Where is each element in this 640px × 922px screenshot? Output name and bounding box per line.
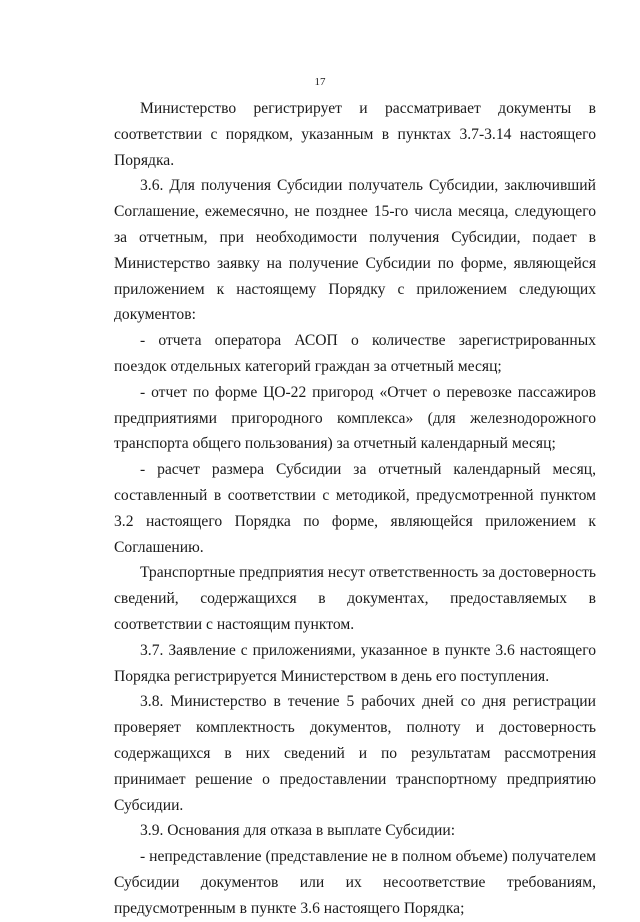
list-item-subsidy-calculation: - расчет размера Субсидии за отчетный календарный месяц, составленный в соответствии с методикой, предусмотренной пунктом 3.2 настоящего Порядка по форме, являющейся приложением к Соглашению.: [114, 461, 596, 556]
list-item-co22-report: - отчет по форме ЦО-22 пригород «Отчет о перевозке пассажиров предприятиями пригородного комплекса» (для железнодорожного транспорта общего пользования) за отчетный календарный месяц;: [114, 383, 596, 453]
paragraph-registration: Министерство регистрирует и рассматривает документы в соответствии с порядком, указанным в пунктах 3.7-3.14 настоящего Порядка.: [114, 100, 596, 169]
list-item-asop-report: - отчета оператора АСОП о количестве зарегистрированных поездок отдельных категорий граждан за отчетный месяц;: [114, 332, 596, 375]
paragraph-3-8: 3.8. Министерство в течение 5 рабочих дней со дня регистрации проверяет комплектность документов, полноту и достоверность содержащихся в них сведений и по результатам рассмотрения принимает решение о предоставлении транспортному предприятию Субсидии.: [114, 693, 596, 814]
paragraph-3-6: 3.6. Для получения Субсидии получатель Субсидии, заключивший Соглашение, ежемесячно, не позднее 15-го числа месяца, следующего за отчетным, при необходимости получения Субсидии, подает в Министерство заявку на получение Субсидии по форме, являющейся приложением к настоящему Порядку с приложением следующих документов:: [114, 177, 596, 324]
document-body: [114, 96, 596, 922]
paragraph-responsibility: Транспортные предприятия несут ответственность за достоверность сведений, содержащихся в документах, предоставляемых в соответствии с настоящим пунктом.: [114, 564, 596, 633]
paragraph-3-7: 3.7. Заявление с приложениями, указанное в пункте 3.6 настоящего Порядка регистрируется Министерством в день его поступления.: [114, 641, 596, 685]
page-number: 17: [314, 76, 326, 88]
list-item-non-submission: - непредставление (представление не в полном объеме) получателем Субсидии документов или их несоответствие требованиям, предусмотренным в пункте 3.6 настоящего Порядка;: [114, 848, 596, 917]
paragraph-3-9: 3.9. Основания для отказа в выплате Субсидии:: [140, 822, 456, 840]
